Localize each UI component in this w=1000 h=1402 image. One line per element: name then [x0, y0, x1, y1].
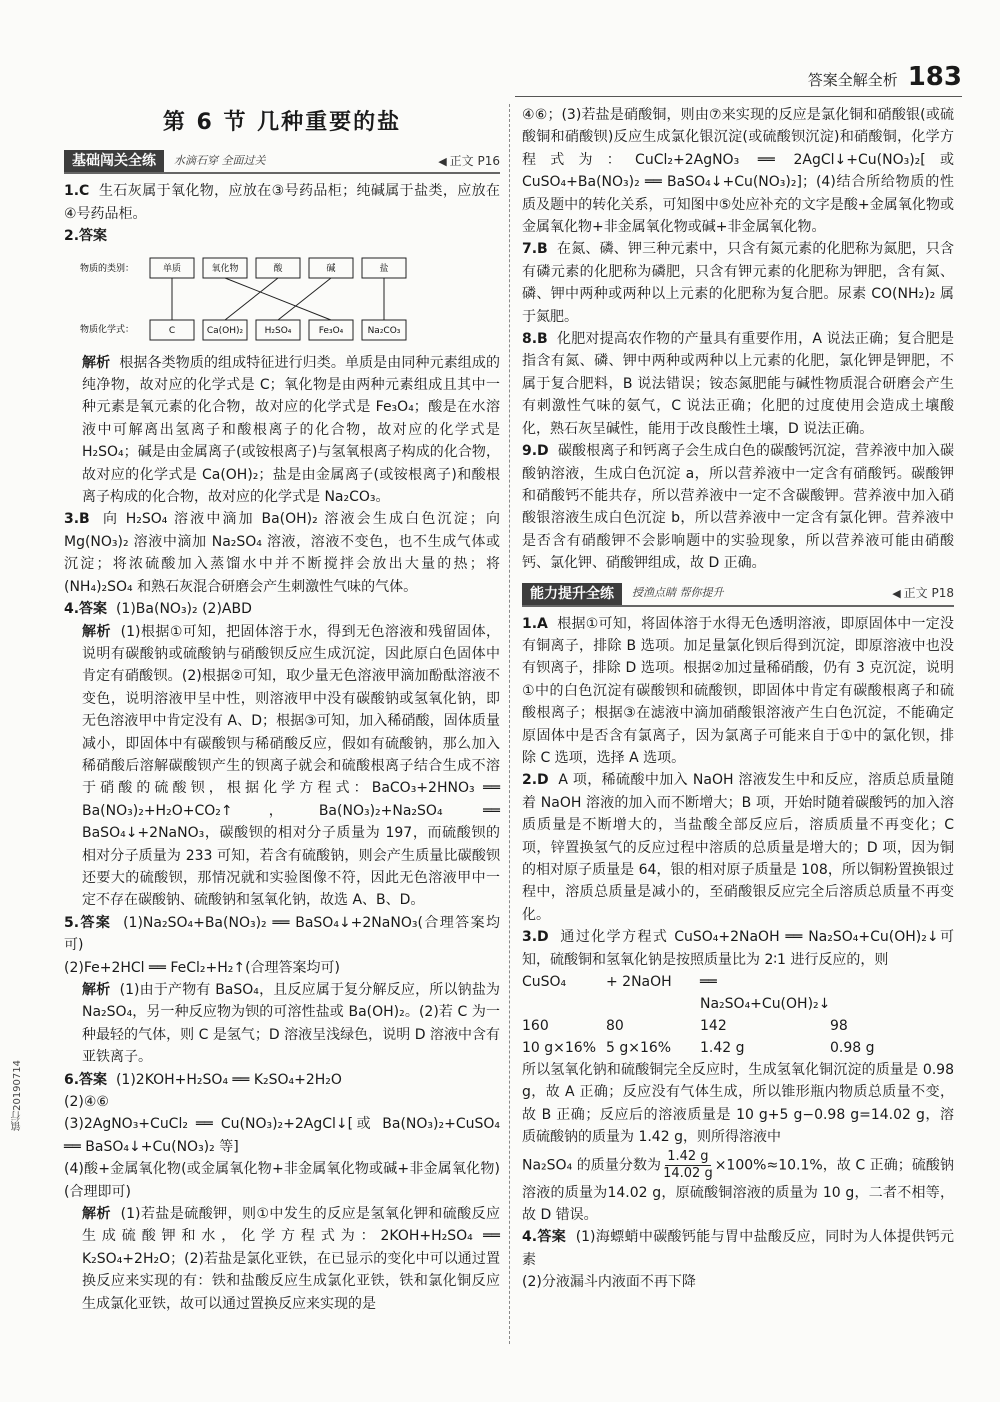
- analysis-2: [64, 352, 500, 509]
- answer-line: (3)2AgNO₃+CuCl₂ ══ Cu(NO₃)₂+2AgCl↓[或 Ba(NO₃)₂+CuSO₄ ══ BaSO₄↓+Cu(NO₃)₂ 等]: [64, 1116, 500, 1155]
- question-r3: [522, 926, 954, 971]
- section-bar-basic: [64, 150, 500, 174]
- page-reference: [892, 582, 954, 605]
- category-label: 氧化物: [211, 263, 239, 274]
- analysis-label: 解析: [82, 623, 111, 640]
- link-line: [225, 278, 331, 320]
- question-number: 1.A: [522, 615, 548, 632]
- question-r1: [522, 613, 954, 770]
- formula-label: Fe₃O₄: [318, 325, 344, 336]
- calc-cell: + 2NaOH: [606, 974, 672, 991]
- question-6: [64, 1069, 500, 1091]
- fraction-denominator: 14.02 g: [663, 1165, 713, 1181]
- question-number: 3.B: [64, 511, 90, 528]
- answer-text: A 项，稀硫酸中加入 NaOH 溶液发生中和反应，溶质总质量随着 NaOH 溶液的加入而不断增大；B 项，开始时随着碳酸钙的加入溶质质量是不断增大的，当盐酸全部反应后，溶质质量不再变化；C 项，锌置换氢气的反应过程中溶质的总质量是增大的；D 项，因为铜的相对原子质量是 64，银的相对原子质量是 108，所以铜粉置换银过程中，溶质总质量是减小的，至硝酸银反应完全后溶质总质量不再变化。: [522, 772, 955, 923]
- analysis-text: ×100%≈10.1%，故 C 正确；硫酸钠溶液的质量为14.02 g，原硫酸铜溶液的质量为 10 g，二者不相等，故 D 错误。: [522, 1157, 954, 1224]
- analysis-text: 所以氢氧化钠和硫酸铜完全反应时，生成氢氧化铜沉淀的质量是 0.98 g，故 A 正确；反应没有气体生成，所以锥形瓶内物质总质量不变，故 B 正确；反应后的溶液质量是 10 g+5 g−0.98 g=14.02 g，溶质硫酸钠的质量为 1.42 g，则所得溶液中: [522, 1062, 954, 1146]
- question-number: 6.答案: [64, 1071, 108, 1088]
- question-number: 5.答案: [64, 914, 112, 931]
- left-column: [64, 108, 500, 1315]
- section-bar-subtitle: 授渔点睛 帮你提升: [632, 586, 724, 600]
- calc-cell: ══ Na₂SO₄+Cu(OH)₂↓: [700, 974, 831, 1013]
- mass-fraction-line: [522, 1149, 954, 1227]
- calc-cell: [830, 971, 890, 1015]
- analysis-text: 根据各类物质的组成特征进行归类。单质是由同种元素组成的纯净物，故对应的化学式是 C；氧化物是由两种元素组成且其中一种元素是氧元素的化合物，故对应的化学式是 Fe₃O₄；酸是在水溶液中可解离出氢离子和酸根离子的化合物，故对应的化学式是 H₂SO₄；碱是由金属离子(或铵根离子)与氢氧根离子构成的化合物，故对应的化学式是 Ca(OH)₂；盐是由金属离子(或铵根离子)和酸根离子构成的化合物，故对应的化学式是 Na₂CO₃。: [82, 354, 501, 506]
- diagram-row2-label: 物质化学式：: [80, 324, 135, 335]
- category-label: 酸: [273, 263, 283, 274]
- question-8: [522, 328, 954, 440]
- header-title: 答案全解全析: [807, 71, 898, 89]
- calculation-table: [522, 971, 954, 1059]
- answer-text: (1)海螵蛸中碳酸钙能与胃中盐酸反应，同时为人体提供钙元素: [522, 1229, 955, 1268]
- question-number: 3.D: [522, 929, 549, 946]
- question-3: [64, 508, 500, 598]
- question-number: 1.C: [64, 183, 90, 200]
- answer-text: (1)Na₂SO₄+Ba(NO₃)₂ ══ BaSO₄↓+2NaNO₃(合理答案均可): [64, 914, 501, 954]
- answer-line: (2)分液漏斗内液面不再下降: [522, 1274, 696, 1291]
- answer-text: 在氮、磷、钾三种元素中，只含有氮元素的化肥称为氮肥，只含有磷元素的化肥称为磷肥，只含有钾元素的化肥称为钾肥，含有氮、磷、钾中两种或两种以上元素的化肥称为复合肥。尿素 CO(NH₂)₂ 属于氮肥。: [522, 241, 955, 325]
- right-column: [522, 104, 954, 1294]
- page-number: 183: [907, 62, 962, 92]
- analysis-text: (1)根据①可知，把固体溶于水，得到无色溶液和残留固体，说明有碳酸钠或硫酸钠与硝酸钡反应生成沉淀，因此原白色固体中肯定有硝酸钡。(2)根据②可知，取少量无色溶液甲滴加酚酞溶液不变色，说明溶液甲呈中性，则溶液甲中没有碳酸钠或氢氧化钠，即无色溶液甲中肯定没有 A、D；根据③可知，加入稀硝酸，固体质量减小，即固体中有碳酸钡与稀硝酸反应，假如有硫酸钠，那么加入稀硝酸后溶解碳酸钡产生的钡离子就会和硫酸根离子结合生成不溶于硝酸的硫酸钡，根据化学方程式：BaCO₃+2HNO₃ ══ Ba(NO₃)₂+H₂O+CO₂↑，Ba(NO₃)₂+Na₂SO₄ ══ BaSO₄↓+2NaNO₃，碳酸钡的相对分子质量为 197，而硫酸钡的相对分子质量为 233 可知，若含有硫酸钠，则会产生质量比碳酸钡还要大的硫酸钡，那情况就和实验图像不符，因此无色溶液甲中一定不存在碳酸钠、硫酸钠和氢氧化钠，故选 A、B、D。: [82, 623, 501, 909]
- calc-cell: 160: [522, 1018, 549, 1035]
- question-r4: [522, 1226, 954, 1271]
- answer-text: 通过化学方程式 CuSO₄+2NaOH ══ Na₂SO₄+Cu(OH)₂↓可知，硫酸铜和氢氧化钠是按照质量比为 2∶1 进行反应的，则: [522, 929, 954, 968]
- link-line: [278, 278, 331, 320]
- calc-cell: 80: [606, 1018, 624, 1035]
- formula-label: Na₂CO₃: [367, 325, 401, 336]
- answer-text: 向 H₂SO₄ 溶液中滴加 Ba(OH)₂ 溶液会生成白色沉淀；向 Mg(NO₃)₂ 溶液中滴加 Na₂SO₄ 溶液，溶液不变色，也不生成气体或沉淀；将浓硫酸加入蒸馏水中并不断搅拌会放出大量的热；将(NH₄)₂SO₄ 和熟石灰混合研磨会产生刺激性气味的气体。: [64, 511, 500, 595]
- page-header: [808, 62, 962, 92]
- analysis-6: [64, 1203, 500, 1315]
- header-rule: [515, 96, 962, 97]
- analysis-4: [64, 621, 500, 912]
- classification-diagram: [80, 254, 420, 346]
- analysis-label: 解析: [82, 354, 111, 371]
- analysis-text: (1)由于产物有 BaSO₄，且反应属于复分解反应，所以钠盐为 Na₂SO₄，另一种反应物为钡的可溶性盐或 Ba(OH)₂。(2)若 C 为一种最轻的气体，则 C 是氢气；D 溶液呈浅绿色，说明 D 溶液中含有亚铁离子。: [82, 982, 501, 1066]
- calc-cell: 1.42 g: [700, 1040, 745, 1057]
- answer-text: (1)2KOH+H₂SO₄ ══ K₂SO₄+2H₂O: [115, 1071, 342, 1088]
- question-4: [64, 598, 500, 620]
- category-label: 单质: [162, 263, 182, 274]
- analysis-5: [64, 979, 500, 1069]
- answer-line: (4)酸+金属氧化物(或金属氧化物+非金属氧化物或碱+非金属氧化物)(合理即可): [64, 1161, 500, 1200]
- flag-icon: ◀: [892, 586, 901, 600]
- calc-cell: 142: [700, 1018, 727, 1035]
- page-reference-text: 正文 P18: [903, 585, 954, 600]
- category-label: 碱: [326, 263, 336, 274]
- answer-text: 生石灰属于氧化物，应放在③号药品柜；纯碱属于盐类，应放在④号药品柜。: [64, 183, 500, 222]
- question-number: 8.B: [522, 331, 548, 348]
- link-line: [225, 278, 278, 320]
- fraction: [663, 1149, 713, 1182]
- answer-line: (2)④⑥: [64, 1094, 109, 1111]
- analysis-text: (1)若盐是硫酸钾，则①中发生的反应是氢氧化钾和硫酸反应生成硫酸钾和水，化学方程式为：2KOH+H₂SO₄ ══ K₂SO₄+2H₂O；(2)若盐是氯化亚铁，在已显示的变化中可以通过置换反应来实现的有：铁和盐酸反应生成氯化亚铁，铁和氯化铜反应生成氯化亚铁，故可以通过置换反应来实现的是: [82, 1206, 501, 1312]
- answer-text: 化肥对提高农作物的产量具有重要作用，A 说法正确；复合肥是指含有氮、磷、钾中两种或两种以上元素的化肥，氯化钾是钾肥，不属于复合肥料，B 说法错误；铵态氮肥能与碱性物质混合研磨会产生有刺激性气味的氨气，C 说法正确；化肥的过度使用会造成土壤酸化，熟石灰呈碱性，能用于改良酸性土壤，D 说法正确。: [522, 331, 955, 437]
- question-number: 4.答案: [64, 601, 108, 618]
- analysis-label: 解析: [82, 1206, 111, 1223]
- analysis-text: Na₂SO₄ 的质量分数为: [522, 1157, 662, 1174]
- fraction-numerator: 1.42 g: [667, 1148, 709, 1164]
- formula-label: C: [168, 325, 176, 336]
- section-title: 第 6 节 几种重要的盐: [162, 110, 402, 135]
- answer-text: (1)Ba(NO₃)₂ (2)ABD: [115, 601, 252, 618]
- section-bar-label: 基础闯关全练: [64, 150, 164, 172]
- question-r2: [522, 769, 954, 926]
- analysis-label: 解析: [82, 982, 111, 998]
- answer-text: 根据①可知，将固体溶于水得无色透明溶液，即原固体中一定没有铜离子，排除 B 选项。加足量氯化钡后得到沉淀，即原溶液中也没有钡离子，排除 D 选项。根据②加过量稀硝酸，仍有 3 克沉淀，说明①中的白色沉淀有碳酸钡和硫酸钡，即固体中肯定有碳酸根离子和硫酸根离子；根据③在滤液中滴加硝酸银溶液产生白色沉淀，不能确定原固体中是否含有氯离子，因为氯离子可能来自于①中的氯化钡，排除 C 选项，选择 A 选项。: [522, 615, 954, 766]
- question-1: [64, 180, 500, 225]
- answer-line: (2)Fe+2HCl ══ FeCl₂+H₂↑(合理答案均可): [64, 959, 341, 976]
- calc-cell: 0.98 g: [830, 1040, 875, 1057]
- column-divider: [509, 104, 510, 1344]
- question-number: 7.B: [522, 241, 548, 258]
- section-bar-advanced: [522, 583, 954, 607]
- calc-cell: 5 g×16%: [606, 1040, 672, 1057]
- calc-cell: CuSO₄: [522, 974, 567, 991]
- calc-cell: 98: [830, 1018, 848, 1035]
- formula-label: Ca(OH)₂: [206, 325, 244, 336]
- side-note: 镇行20190714: [12, 1060, 23, 1131]
- page-reference-text: 正文 P16: [449, 153, 500, 168]
- question-number: 2.D: [522, 772, 549, 789]
- analysis-6-continued: ④⑥；(3)若盐是硝酸铜，则由⑦来实现的反应是氯化铜和硝酸银(或硫酸铜和硝酸钡)反应生成氯化银沉淀(或硫酸钡沉淀)和硝酸铜，化学方程式为：CuCl₂+2AgNO₃ ══ 2AgCl↓+Cu(NO₃)₂[或 CuSO₄+Ba(NO₃)₂ ══ BaSO₄↓+Cu(NO₃)₂]；(4)结合所给物质的性质及题中的转化关系，可知图中⑤处应补充的文字是酸+金属氧化物或金属氧化物+非金属氧化物或碱+非金属氧化物。: [522, 107, 954, 236]
- question-9: [522, 440, 954, 574]
- question-7: [522, 238, 954, 328]
- section-bar-label: 能力提升全练: [522, 583, 622, 605]
- calc-cell: 10 g×16%: [522, 1040, 596, 1057]
- question-number: 4.答案: [522, 1229, 567, 1246]
- flag-icon: ◀: [438, 154, 447, 168]
- answer-text: 碳酸根离子和钙离子会生成白色的碳酸钙沉淀，营养液中加入碳酸钠溶液，生成白色沉淀 a，所以营养液中一定含有硝酸钙。碳酸钾和硝酸钙不能共存，所以营养液中一定不含碳酸钾。营养液中加入硝酸银溶液生成白色沉淀 b，所以营养液中一定含有氯化钾。营养液中是否含有硝酸钾不会影响题中的实验现象，所以营养液可能由硝酸钙、氯化钾、硝酸钾组成，故 D 正确。: [522, 443, 955, 572]
- question-number: 9.D: [522, 443, 549, 460]
- question-5: [64, 912, 500, 957]
- formula-label: H₂SO₄: [264, 325, 292, 336]
- section-bar-subtitle: 水滴石穿 全面过关: [174, 154, 266, 168]
- question-2: [64, 225, 500, 247]
- diagram-row1-label: 物质的类别：: [80, 263, 135, 274]
- page-reference: [438, 150, 500, 173]
- question-number: 2.答案: [64, 228, 108, 245]
- category-label: 盐: [379, 263, 389, 274]
